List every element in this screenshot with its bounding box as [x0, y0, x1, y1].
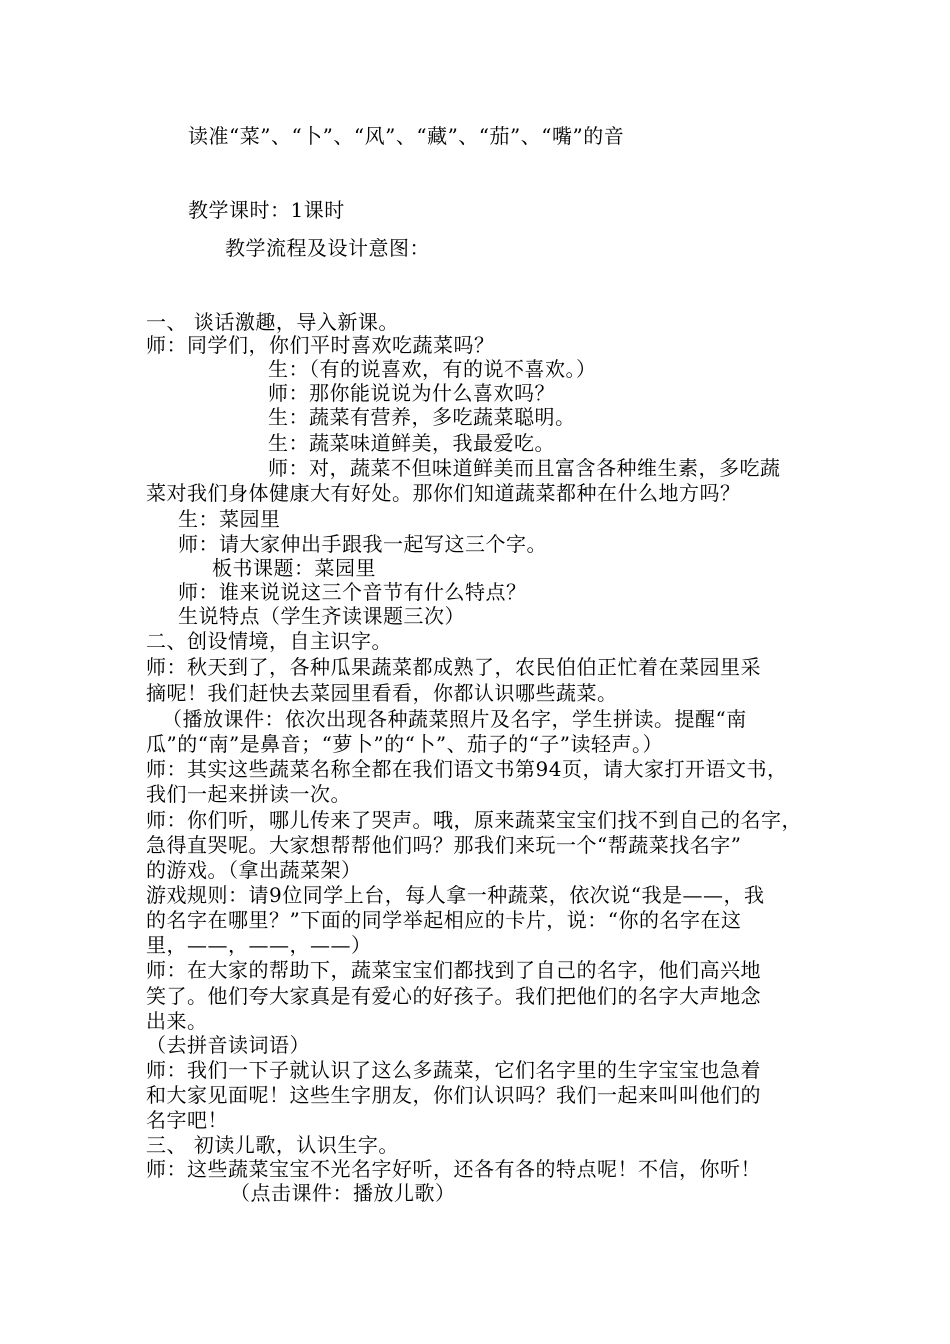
text-line: 师：同学们，你们平时喜欢吃蔬菜吗？: [146, 333, 495, 357]
text-line: 和大家见面呢！这些生字朋友，你们认识吗？我们一起来叫叫他们的: [146, 1083, 761, 1107]
text-line: 的名字在哪里？”下面的同学举起相应的卡片，说：“你的名字在这: [146, 908, 742, 932]
text-line: 摘呢！我们赶快去菜园里看看，你都认识哪些蔬菜。: [146, 681, 618, 705]
game-rules: 游戏规则：请9位同学上台，每人拿一种蔬菜，依次说“我是——，我: [146, 883, 765, 907]
text-line: 里，——，——，——）: [146, 933, 372, 957]
teaching-flow-heading: 教学流程及设计意图：: [225, 236, 430, 260]
text-line: 急得直哭呢。大家想帮帮他们吗？那我们来玩一个“帮蔬菜找名字”: [146, 833, 742, 857]
text-line: 出来。: [146, 1009, 208, 1033]
text-line: 生：蔬菜味道鲜美，我最爱吃。: [268, 431, 555, 455]
text-line: 生说特点（学生齐读课题三次）: [178, 604, 465, 628]
pronunciation-goal: 读准“菜”、“卜”、“风”、“藏”、“茄”、“嘴”的音: [188, 124, 625, 148]
section-heading-2: 二、创设情境，自主识字。: [146, 629, 392, 653]
text-line: 师：在大家的帮助下，蔬菜宝宝们都找到了自己的名字，他们高兴地: [146, 958, 761, 982]
lesson-duration: 教学课时：1课时: [188, 198, 345, 222]
text-line: 笑了。他们夸大家真是有爱心的好孩子。我们把他们的名字大声地念: [146, 984, 761, 1008]
text-line: 名字吧！: [146, 1108, 228, 1132]
text-line: 生：蔬菜有营养，多吃蔬菜聪明。: [268, 405, 576, 429]
text-line: 师：你们听，哪儿传来了哭声。哦，原来蔬菜宝宝们找不到自己的名字，: [146, 808, 802, 832]
text-line: （播放课件：依次出现各种蔬菜照片及名字，学生拼读。提醒“南: [162, 707, 747, 731]
text-line: 师：其实这些蔬菜名称全都在我们语文书第94页，请大家打开语文书，: [146, 757, 788, 781]
text-line: 师：对，蔬菜不但味道鲜美而且富含各种维生素，多吃蔬: [268, 456, 781, 480]
board-title: 板书课题：菜园里: [212, 556, 376, 580]
text-line: 师：秋天到了，各种瓜果蔬菜都成熟了，农民伯伯正忙着在菜园里采: [146, 655, 761, 679]
section-heading-1: 一、 谈话激趣，导入新课。: [146, 310, 399, 334]
text-line: 师：那你能说说为什么喜欢吗？: [268, 381, 555, 405]
text-line: 菜对我们身体健康大有好处。那你们知道蔬菜都种在什么地方吗？: [146, 481, 741, 505]
text-line: 生：菜园里: [178, 507, 281, 531]
text-line: 师：这些蔬菜宝宝不光名字好听，还各有各的特点呢！不信，你听！: [146, 1157, 761, 1181]
text-line: 师：我们一下子就认识了这么多蔬菜，它们名字里的生字宝宝也急着: [146, 1058, 761, 1082]
section-heading-3: 三、 初读儿歌，认识生字。: [146, 1133, 399, 1157]
text-line: 师：谁来说说这三个音节有什么特点？: [178, 580, 527, 604]
text-line: 师：请大家伸出手跟我一起写这三个字。: [178, 532, 547, 556]
text-line: 我们一起来拼读一次。: [146, 782, 351, 806]
text-line: 的游戏。（拿出蔬菜架）: [146, 858, 362, 882]
text-line: 生：（有的说喜欢，有的说不喜欢。）: [268, 357, 597, 381]
text-line: （去拼音读词语）: [146, 1033, 310, 1057]
text-line: 瓜”的“南”是鼻音；“萝卜”的“卜”、茄子的“子”读轻声。）: [146, 732, 664, 756]
text-line: （点击课件：播放儿歌）: [230, 1181, 456, 1205]
